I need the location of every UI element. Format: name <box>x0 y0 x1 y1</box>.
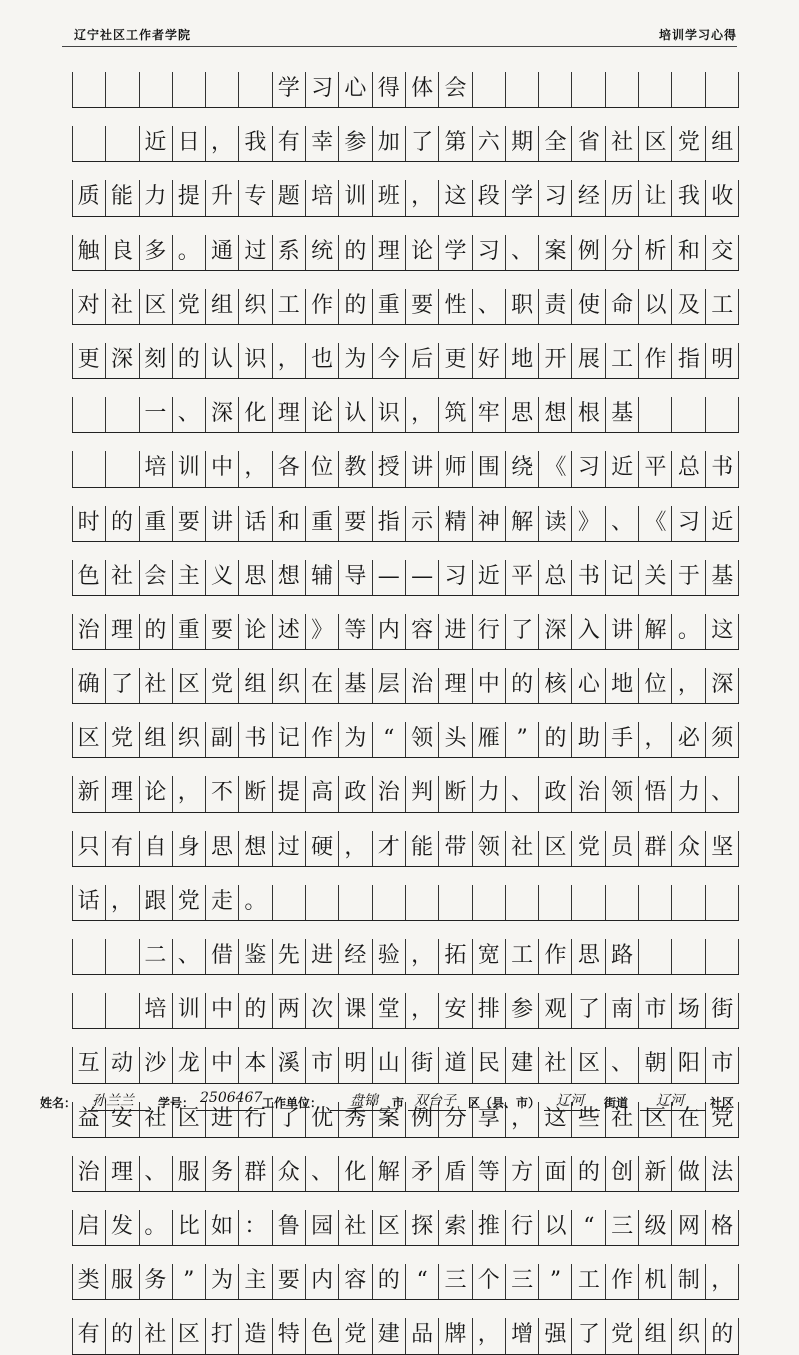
institution-name: 辽宁社区工作者学院 <box>74 28 192 42</box>
page-header <box>0 0 799 50</box>
street-underline <box>544 1110 600 1111</box>
grid-row <box>72 650 739 704</box>
handwritten-line: 色 社 会 主 义 思 想 辅 导 — — 习 近 平 总 书 记 关 于 基 <box>77 563 734 589</box>
handwritten-line: 学 习 心 得 体 会 <box>277 76 467 101</box>
grid-row <box>72 1138 739 1192</box>
handwritten-line: 只 有 自 身 思 想 过 硬 ， 才 能 带 领 社 区 党 员 群 众 坚 <box>77 834 734 860</box>
handwritten-line: 对 社 区 党 组 织 工 作 的 重 要 性 、 职 责 使 命 以 及 工 <box>77 292 734 318</box>
id-value: 2506467 <box>200 1090 263 1106</box>
handwritten-line: 启 发 。 比 如 ： 鲁 园 社 区 探 索 推 行 以 “ 三 级 网 格 <box>77 1213 734 1239</box>
grid-row <box>72 433 739 487</box>
grid-row <box>72 542 739 596</box>
row-baseline <box>72 1354 739 1355</box>
grid-row <box>72 1300 739 1354</box>
district-underline <box>408 1110 466 1111</box>
district-label: 区（县、市） <box>468 1096 541 1110</box>
grid-row <box>72 162 739 216</box>
name-label: 姓名： <box>40 1096 77 1110</box>
grid-row <box>72 325 739 379</box>
handwritten-line: 触 良 多 。 通 过 系 统 的 理 论 学 习 、 案 例 分 析 和 交 <box>77 238 734 264</box>
district-value: 双台子 <box>414 1093 456 1109</box>
unit-label: 工作单位： <box>262 1096 323 1110</box>
street-label: 街道 <box>604 1096 629 1110</box>
grid-row <box>72 271 739 325</box>
city-underline <box>330 1110 390 1111</box>
grid-row <box>72 1029 739 1083</box>
handwritten-line: 区 党 组 织 副 书 记 作 为 “ 领 头 雁 ” 的 助 手 ， 必 须 <box>77 726 734 752</box>
handwritten-line: 益 安 社 区 进 行 了 优 秀 案 例 分 享 ， 这 些 社 区 在 党 <box>77 1105 734 1131</box>
grid-row <box>72 758 739 812</box>
grid-row <box>72 867 739 921</box>
grid-row <box>72 54 739 108</box>
grid-row <box>72 1246 739 1300</box>
community-label: 社区 <box>710 1096 735 1110</box>
street-value: 辽河 <box>556 1093 584 1109</box>
handwritten-line: 更 深 刻 的 认 识 ， 也 为 今 后 更 好 地 开 展 工 作 指 明 <box>77 346 734 372</box>
handwritten-line: 一 、 深 化 理 论 认 识 ， 筑 牢 思 想 根 基 <box>144 401 634 427</box>
community-value: 辽河 <box>656 1093 684 1109</box>
name-underline <box>88 1110 150 1111</box>
city-label: 市 <box>392 1096 405 1110</box>
handwritten-line: 治 理 的 重 要 论 述 》 等 内 容 进 行 了 深 入 讲 解 。 这 <box>77 617 734 643</box>
handwritten-line: 确 了 社 区 党 组 织 在 基 层 治 理 中 的 核 心 地 位 ， 深 <box>77 672 734 698</box>
handwritten-line: 时 的 重 要 讲 话 和 重 要 指 示 精 神 解 读 》 、 《 习 近 <box>77 509 734 535</box>
header-rule <box>62 46 737 47</box>
student-info-footer <box>0 1088 799 1118</box>
grid-row <box>72 217 739 271</box>
handwritten-line: 培 训 中 的 两 次 课 堂 ， 安 排 参 观 了 南 市 场 街 <box>144 997 734 1023</box>
grid-row <box>72 488 739 542</box>
grid-row <box>72 704 739 758</box>
name-value: 孙兰兰 <box>92 1093 134 1109</box>
handwritten-line: 质 能 力 提 升 专 题 培 训 班 ， 这 段 学 习 经 历 让 我 收 <box>77 184 734 210</box>
handwritten-line: 二 、 借 鉴 先 进 经 验 ， 拓 宽 工 作 思 路 <box>144 943 634 968</box>
document-type: 培训学习心得 <box>658 28 737 42</box>
handwritten-line: 互 动 沙 龙 中 本 溪 市 明 山 街 道 民 建 社 区 、 朝 阳 市 <box>77 1051 734 1077</box>
handwritten-line: 类 服 务 ” 为 主 要 内 容 的 “ 三 个 三 ” 工 作 机 制 ， <box>77 1268 734 1294</box>
id-underline <box>196 1110 258 1111</box>
handwritten-line: 话 ， 跟 党 走 。 <box>77 888 267 914</box>
grid-row <box>72 596 739 650</box>
handwritten-line: 培 训 中 ， 各 位 教 授 讲 师 围 绕 《 习 近 平 总 书 <box>144 455 734 481</box>
city-value: 盘锦 <box>350 1093 378 1109</box>
grid-row <box>72 1192 739 1246</box>
handwritten-line: 治 理 、 服 务 群 众 、 化 解 矛 盾 等 方 面 的 创 新 做 法 <box>77 1159 734 1185</box>
grid-row <box>72 108 739 162</box>
writing-grid <box>72 54 739 1355</box>
community-underline <box>640 1110 706 1111</box>
grid-row <box>72 975 739 1029</box>
grid-row <box>72 379 739 433</box>
grid-row <box>72 813 739 867</box>
id-label: 学号： <box>158 1096 195 1110</box>
handwritten-line: 有 的 社 区 打 造 特 色 党 建 品 牌 ， 增 强 了 党 组 织 的 <box>77 1322 734 1348</box>
handwritten-line: 新 理 论 ， 不 断 提 高 政 治 判 断 力 、 政 治 领 悟 力 、 <box>77 780 734 806</box>
handwritten-line: 近 日 ， 我 有 幸 参 加 了 第 六 期 全 省 社 区 党 组 <box>144 130 734 156</box>
grid-row <box>72 921 739 975</box>
